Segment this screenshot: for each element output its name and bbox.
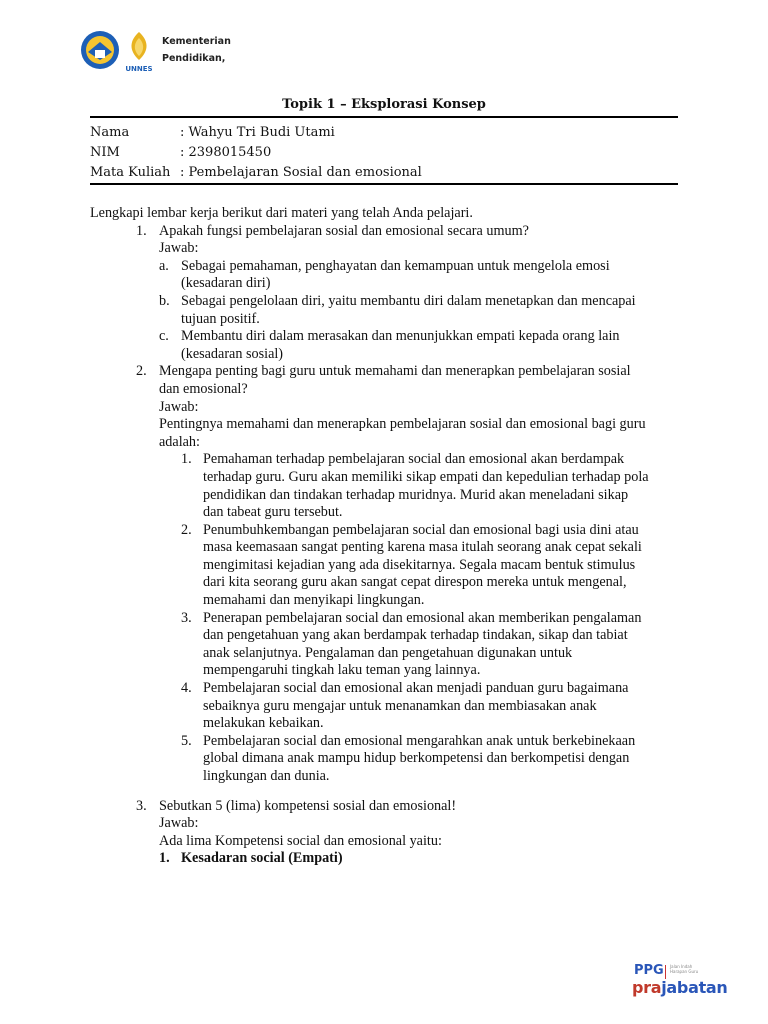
answer-marker: b. bbox=[159, 292, 170, 309]
answer-label: Jawab: bbox=[159, 398, 199, 415]
answer-line: pendidikan dan tindakan terhadap muridnya. Murid akan meneladani sikap bbox=[203, 486, 629, 503]
answer-line: Sebagai pengelolaan diri, yaitu membantu diri dalam menetapkan dan mencapai bbox=[181, 292, 636, 309]
answer-marker: a. bbox=[159, 257, 169, 274]
answer-line: memahami dan menyikapi lingkungan. bbox=[203, 592, 425, 609]
ministry-name bbox=[162, 33, 231, 67]
question-text: dan emosional? bbox=[159, 380, 248, 397]
kemdikbud-logo-icon bbox=[80, 30, 120, 70]
answer-item bbox=[159, 451, 690, 521]
answer-item bbox=[159, 522, 690, 610]
logo-divider bbox=[665, 965, 666, 979]
ppg-prajabatan-logo bbox=[632, 963, 728, 1003]
answer-label: Jawab: bbox=[159, 815, 199, 832]
answer-line: Sebagai pemahaman, penghayatan dan kemampuan untuk mengelola emosi bbox=[181, 257, 610, 274]
question-3 bbox=[90, 798, 690, 868]
answer-marker: 1. bbox=[181, 451, 192, 468]
answer-item bbox=[159, 610, 690, 680]
answer-line: dan tabeat guru tersebut. bbox=[203, 504, 343, 521]
answer-lead: adalah: bbox=[159, 433, 200, 450]
answer-item bbox=[159, 258, 690, 293]
answer-line: anak selanjutnya. Pengalaman dan pengetahuan digunakan untuk bbox=[203, 644, 573, 661]
question-1 bbox=[90, 223, 690, 364]
answer-line: (kesadaran diri) bbox=[181, 275, 271, 292]
answer-item bbox=[159, 293, 690, 328]
info-value: : Pembelajaran Sosial dan emosional bbox=[180, 165, 422, 180]
answer-marker: 2. bbox=[181, 521, 192, 538]
answer-line: dari kita seorang guru akan sangat cepat direspon mereka untuk mengenal, bbox=[203, 574, 627, 591]
ppg-tagline: Jalan Indah Harapan Guru bbox=[670, 964, 699, 974]
bottom-rule bbox=[90, 183, 678, 185]
answer-item bbox=[159, 850, 690, 868]
answer-line: Membantu diri dalam merasakan dan menunjukkan empati kepada orang lain bbox=[181, 328, 620, 345]
answer-line: (kesadaran sosial) bbox=[181, 345, 284, 362]
worksheet-body bbox=[90, 205, 690, 868]
question-2 bbox=[90, 363, 690, 785]
answer-marker: 1. bbox=[159, 850, 170, 867]
answer-line: mempengaruhi tingkah laku teman yang lainnya. bbox=[203, 662, 481, 679]
prajabatan-part-b: jabatan bbox=[661, 978, 728, 997]
answer-line: mengimitasi kejadian yang ada disekitarnya. Segala macam bentuk stimulus bbox=[203, 556, 636, 573]
answer-line: Pembelajaran social dan emosional mengarahkan anak untuk berkebinekaan bbox=[203, 732, 636, 749]
answer-line: Pembelajaran social dan emosional akan menjadi panduan guru bagaimana bbox=[203, 680, 629, 697]
spacer bbox=[90, 786, 690, 798]
answer-line: lingkungan dan dunia. bbox=[203, 768, 330, 784]
answer-line: dan pengetahuan yang akan berdampak terhadap tindakan, sikap dan tabiat bbox=[203, 627, 628, 644]
answer-marker: 4. bbox=[181, 680, 192, 697]
unnes-logo-icon bbox=[122, 30, 156, 74]
question-text: Sebutkan 5 (lima) kompetensi sosial dan emosional! bbox=[159, 797, 457, 814]
question-number: 1. bbox=[136, 222, 147, 239]
info-label: Mata Kuliah bbox=[90, 165, 171, 180]
unnes-logo-text: UNNES bbox=[125, 65, 153, 73]
question-number: 2. bbox=[136, 363, 147, 380]
answer-line: tujuan positif. bbox=[181, 310, 260, 327]
intro-text: Lengkapi lembar kerja berikut dari materi yang telah Anda pelajari. bbox=[90, 205, 473, 221]
answer-item bbox=[159, 328, 690, 363]
answer-line: sebaiknya guru mengajar untuk menanamkan dan membiasakan anak bbox=[203, 697, 597, 714]
question-text: Mengapa penting bagi guru untuk memahami dan menerapkan pembelajaran sosial bbox=[159, 363, 631, 380]
answer-line: Kesadaran social (Empati) bbox=[181, 850, 343, 867]
ppg-text: PPG bbox=[634, 963, 664, 978]
answer-lead: Ada lima Kompetensi social dan emosional yaitu: bbox=[159, 832, 442, 849]
answer-line: masa keemasaan sangat penting karena masa itulah seorang anak cepat sekali bbox=[203, 539, 642, 556]
page-title: Topik 1 – Eksplorasi Konsep bbox=[282, 97, 486, 112]
answer-marker: c. bbox=[159, 328, 169, 345]
info-label: NIM bbox=[90, 145, 120, 160]
answer-line: terhadap guru. Guru akan memiliki sikap empati dan kepedulian terhadap pola bbox=[203, 468, 649, 485]
info-label: Nama bbox=[90, 125, 130, 140]
answer-item bbox=[159, 680, 690, 733]
answer-lead: Pentingnya memahami dan menerapkan pembelajaran sosial dan emosional bagi guru bbox=[159, 416, 646, 433]
top-rule bbox=[90, 116, 678, 118]
answer-line: Penumbuhkembangan pembelajaran social dan emosional bagi usia dini atau bbox=[203, 521, 639, 538]
question-text: Apakah fungsi pembelajaran sosial dan emosional secara umum? bbox=[159, 222, 529, 239]
info-value: : Wahyu Tri Budi Utami bbox=[180, 125, 335, 140]
answer-marker: 5. bbox=[181, 732, 192, 749]
ministry-line-2: Pendidikan, bbox=[162, 53, 226, 64]
info-value: : 2398015450 bbox=[180, 145, 272, 160]
answer-line: Penerapan pembelajaran social dan emosional akan memberikan pengalaman bbox=[203, 609, 642, 626]
prajabatan-text bbox=[632, 978, 728, 997]
answer-item bbox=[159, 733, 690, 786]
prajabatan-part-a: pra bbox=[632, 978, 662, 997]
answer-marker: 3. bbox=[181, 609, 192, 626]
answer-line: Pemahaman terhadap pembelajaran social dan emosional akan berdampak bbox=[203, 451, 625, 468]
ministry-line-1: Kementerian bbox=[162, 36, 231, 47]
answer-line: melakukan kebaikan. bbox=[203, 715, 324, 732]
question-number: 3. bbox=[136, 797, 147, 814]
answer-line: global dimana anak mampu hidup berkompetensi dan berkompetisi dengan bbox=[203, 750, 630, 767]
answer-label: Jawab: bbox=[159, 240, 199, 257]
